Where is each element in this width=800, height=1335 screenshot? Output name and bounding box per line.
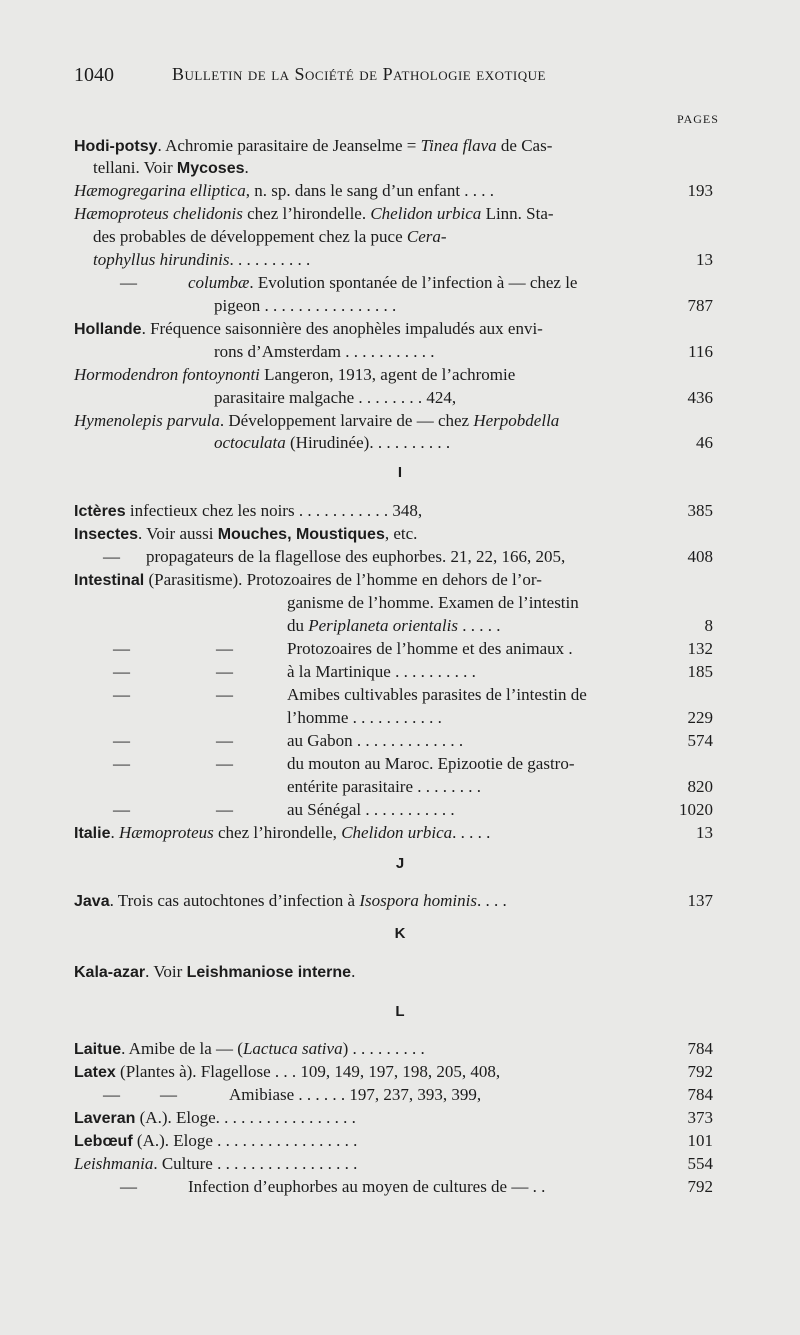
page-ref: 132 <box>687 639 713 658</box>
page-ref: 116 <box>688 342 713 361</box>
index-entry: Hæmogregarina elliptica, n. sp. dans le sang d’un enfant . . . . 193 <box>74 181 713 200</box>
index-entry: Ictères infectieux chez les noirs . . . . . . . . . . . 348, 385 <box>74 501 713 520</box>
index-entry: Hymenolepis parvula. Développement larvaire de — chez Herpobdella <box>74 411 560 430</box>
page-ref: 229 <box>687 708 713 727</box>
page-ref: 8 <box>704 616 713 635</box>
index-entry-continuation: des probables de développement chez la puce Cera- <box>93 227 447 246</box>
index-entry-continuation: rons d’Amsterdam . . . . . . . . . . . 116 <box>214 342 713 361</box>
entry-keyword: Kala-azar <box>74 964 146 981</box>
page-ref: 574 <box>687 731 713 750</box>
index-entry: Hodi-potsy. Achromie parasitaire de Jeanselme = Tinea flava de Cas- <box>74 136 553 155</box>
page-ref: 792 <box>687 1062 713 1081</box>
index-entry: Intestinal (Parasitisme). Protozoaires de l’homme en dehors de l’or- <box>74 570 542 589</box>
section-letter: J <box>395 855 405 872</box>
index-entry-continuation: du Periplaneta orientalis . . . . . 8 <box>287 616 713 635</box>
index-entry: Lebœuf (A.). Eloge . . . . . . . . . . . . . . . . . 101 <box>74 1131 713 1150</box>
page-ref: 13 <box>696 823 713 842</box>
index-entry: — propagateurs de la flagellose des euphorbes. 21, 22, 166, 205, 408 <box>103 547 713 566</box>
index-entry: Hæmoproteus chelidonis chez l’hirondelle. Chelidon urbica Linn. Sta- <box>74 204 554 223</box>
page-ref: 13 <box>696 250 713 269</box>
page-ref: 784 <box>687 1085 713 1104</box>
page-ref: 792 <box>687 1177 713 1196</box>
page-ref: 784 <box>687 1039 713 1058</box>
index-entry-continuation: parasitaire malgache . . . . . . . . 424, 436 <box>214 388 713 407</box>
index-entry: Java. Trois cas autochtones d’infection à Isospora hominis. . . . 137 <box>74 891 713 910</box>
page-ref: 193 <box>687 181 713 200</box>
entry-keyword: Lebœuf <box>74 1133 133 1150</box>
pages-column-label: PAGES <box>677 112 719 126</box>
index-entry: Insectes. Voir aussi Mouches, Moustiques, etc. <box>74 524 418 543</box>
index-entry-continuation: l’homme . . . . . . . . . . . 229 <box>287 708 713 727</box>
entry-keyword: Intestinal <box>74 572 145 589</box>
index-entry: — — au Sénégal . . . . . . . . . . . 1020 <box>113 800 713 819</box>
running-title: Bulletin de la Société de Pathologie exotique <box>172 64 546 84</box>
entry-keyword: Laitue <box>74 1041 122 1058</box>
section-letter: I <box>397 464 403 481</box>
index-entry: — — à la Martinique . . . . . . . . . . 185 <box>113 662 713 681</box>
index-entry-continuation: ganisme de l’homme. Examen de l’intestin <box>287 593 579 612</box>
index-entry: — — du mouton au Maroc. Epizootie de gastro- <box>113 754 575 773</box>
index-entry: Hormodendron fontoynonti Langeron, 1913, agent de l’achromie <box>74 365 516 384</box>
index-entry: Leishmania. Culture . . . . . . . . . . . . . . . . . 554 <box>74 1154 713 1173</box>
entry-keyword: Mycoses <box>176 160 245 177</box>
page-ref: 1020 <box>679 800 713 819</box>
index-entry-continuation: tellani. Voir Mycoses. <box>93 158 249 177</box>
index-entry: — — au Gabon . . . . . . . . . . . . . 574 <box>113 731 713 750</box>
index-entry: Hollande. Fréquence saisonnière des anophèles impaludés aux envi- <box>74 319 543 338</box>
index-entry: — Infection d’euphorbes au moyen de cultures de — . . 792 <box>120 1177 713 1196</box>
page-ref: 436 <box>687 388 713 407</box>
page-ref: 185 <box>687 662 713 681</box>
page-ref: 408 <box>687 547 713 566</box>
page-ref: 46 <box>696 433 713 452</box>
page-number: 1040 <box>74 64 114 86</box>
entry-keyword: Insectes <box>74 526 139 543</box>
index-entry: Latex (Plantes à). Flagellose . . . 109, 149, 197, 198, 205, 408, 792 <box>74 1062 713 1081</box>
index-entry: Kala-azar. Voir Leishmaniose interne. <box>74 962 356 981</box>
index-entry-continuation: octoculata (Hirudinée). . . . . . . . . . 46 <box>214 433 713 452</box>
index-entry: — — Amibiase . . . . . . 197, 237, 393, 399, 784 <box>103 1085 713 1104</box>
entry-keyword: Italie <box>74 825 111 842</box>
page-ref: 787 <box>687 296 713 315</box>
index-entry: Laitue. Amibe de la — (Lactuca sativa) . . . . . . . . . 784 <box>74 1039 713 1058</box>
entry-keyword: Hodi-potsy <box>74 138 158 155</box>
section-letter: L <box>395 1003 405 1020</box>
page-ref: 385 <box>687 501 713 520</box>
page-ref: 554 <box>687 1154 713 1173</box>
entry-keyword: Hollande <box>74 321 142 338</box>
index-entry: — — Amibes cultivables parasites de l’intestin de <box>113 685 587 704</box>
page-ref: 820 <box>687 777 713 796</box>
entry-keyword: Ictères <box>74 503 126 520</box>
index-entry: — — Protozoaires de l’homme et des animaux . 132 <box>113 639 713 658</box>
entry-keyword: Latex <box>74 1064 116 1081</box>
index-entry: Italie. Hæmoproteus chez l’hirondelle, Chelidon urbica. . . . . 13 <box>74 823 713 842</box>
entry-keyword: Laveran <box>74 1110 136 1127</box>
page-ref: 373 <box>687 1108 713 1127</box>
section-letter: K <box>394 925 406 942</box>
page-ref: 137 <box>687 891 713 910</box>
index-entry: — columbæ. Evolution spontanée de l’infection à — chez le <box>120 273 578 292</box>
index-entry-continuation: pigeon . . . . . . . . . . . . . . . . 787 <box>214 296 713 315</box>
index-entry-continuation: entérite parasitaire . . . . . . . . 820 <box>287 777 713 796</box>
index-entry-continuation: tophyllus hirundinis. . . . . . . . . . 13 <box>93 250 713 269</box>
page-ref: 101 <box>687 1131 713 1150</box>
index-entry: Laveran (A.). Eloge. . . . . . . . . . . . . . . . . 373 <box>74 1108 713 1127</box>
entry-keyword: Java <box>74 893 110 910</box>
